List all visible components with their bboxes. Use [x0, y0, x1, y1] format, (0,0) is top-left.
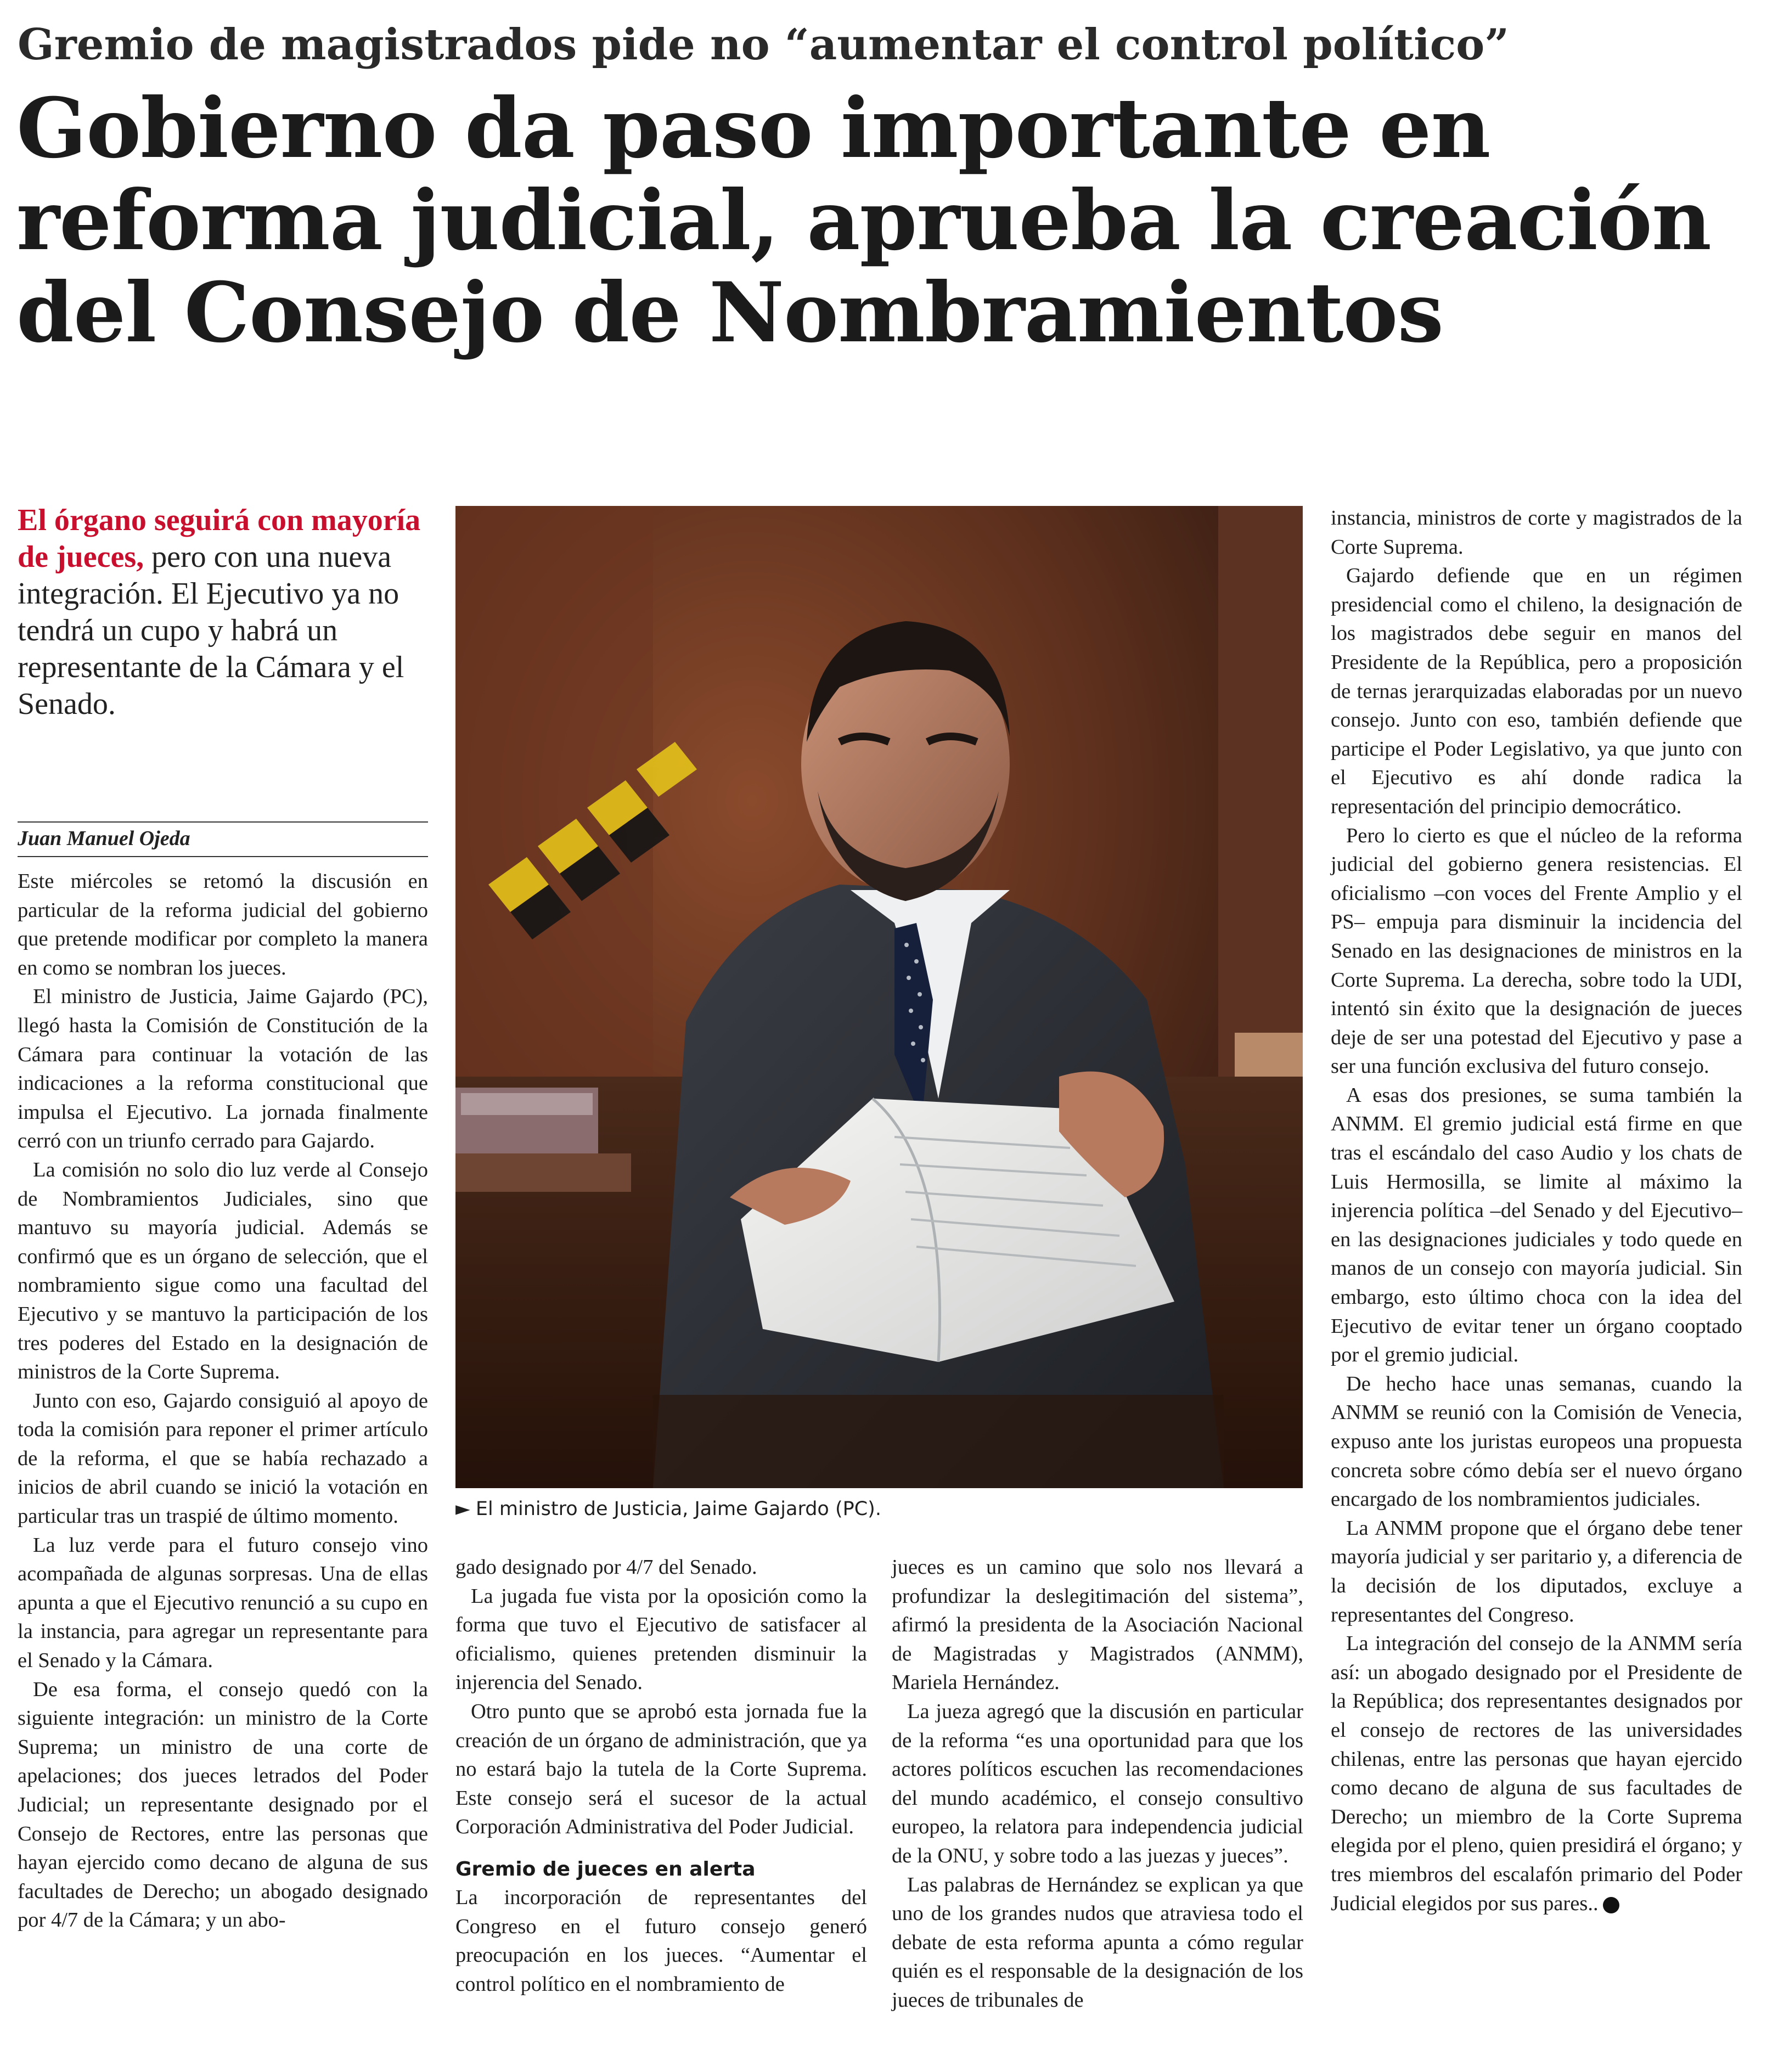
column-4 — [1331, 504, 1742, 1918]
paragraph: Las palabras de Hernández se explican ya que uno de los grandes nudos que atraviesa todo el debate de esta reforma apunta a cómo regular quién es el responsable de la designación de los jueces de tribunales de — [892, 1873, 1303, 2012]
paragraph: De esa forma, el consejo quedó con la siguiente integración: un ministro de la Corte Suprema; un ministro de una corte de apelaciones; dos jueces letrados del Poder Judicial; un representante designado por el Consejo de Rectores, entre las personas que hayan ejercido como decano de alguna de sus facultades de Derecho; un abogado designado por 4/7 de la Cámara; y un abo- — [18, 1677, 428, 1932]
end-of-article-dot-icon — [1603, 1897, 1619, 1913]
article-kicker: Gremio de magistrados pide no “aumentar el control político” — [18, 20, 1510, 70]
paragraph: Junto con eso, Gajardo consiguió al apoyo de toda la comisión para reponer el primer artículo de la reforma, el que se había rechazado a inicios de abril cuando se inició la votación en particular tras un traspié de último momento. — [18, 1389, 428, 1528]
byline-bottom-rule — [18, 856, 428, 857]
article-photo — [455, 506, 1303, 1488]
paragraph: instancia, ministros de corte y magistrados de la Corte Suprema. — [1331, 506, 1742, 559]
headline-line: del Consejo de Nombramientos — [16, 264, 1443, 361]
paragraph: Este miércoles se retomó la discusión en particular de la reforma judicial del gobierno que pretende modificar por completo la manera en como se nombran los jueces. — [18, 870, 428, 979]
paragraph: De hecho hace unas semanas, cuando la ANMM se reunió con la Comisión de Venecia, expuso ante los juristas europeos una propuesta concreta sobre cómo debía ser el nuevo órgano encargado de los nombramientos judiciales. — [1331, 1372, 1742, 1511]
paragraph: jueces es un camino que solo nos llevará a profundizar la deslegitimación del sistema”, afirmó la presidenta de la Asociación Nacional de Magistradas y Magistrados (ANMM), Mariela Hernández. — [892, 1556, 1303, 1694]
section-subhead: Gremio de jueces en alerta — [455, 1857, 756, 1880]
column-2 — [455, 1553, 867, 1998]
paragraph: La jugada fue vista por la oposición como la forma que tuvo el Ejecutivo de satisfacer al oficialismo, quienes pretenden disminuir la injerencia del Senado. — [455, 1584, 867, 1694]
byline: Juan Manuel Ojeda — [18, 827, 190, 850]
column-3 — [892, 1553, 1303, 2015]
headline-line: reforma judicial, aprueba la creación — [16, 172, 1712, 269]
paragraph: A esas dos presiones, se suma también la ANMM. El gremio judicial está firme en que tras el escándalo del caso Audio y los chats de Luis Hermosilla, se limite al máximo la injerencia política –del Senado y del Ejecutivo– en las designaciones judiciales y todo quede en manos de un consejo con mayoría judicial. Sin embargo, esto último choca con la idea del Ejecutivo de evitar tener un órgano cooptado por el gremio judicial. — [1331, 1083, 1742, 1367]
photo-caption — [455, 1496, 1303, 1522]
byline-top-rule — [18, 821, 428, 823]
minister-photo-illustration — [455, 506, 1303, 1488]
paragraph: Pero lo cierto es que el núcleo de la reforma judicial del gobierno genera resistencias. El oficialismo –con voces del Frente Amplio y el PS– empuja para disminuir la incidencia del Senado en las designaciones de ministros en la Corte Suprema. La derecha, sobre todo la UDI, intentó sin éxito que la designación de jueces deje de ser una potestad del Ejecutivo y pase a ser una función exclusiva del futuro consejo. — [1331, 824, 1742, 1078]
headline-line: Gobierno da paso importante en — [16, 80, 1490, 177]
article-headline — [16, 82, 1751, 359]
paragraph: Gajardo defiende que en un régimen presidencial como el chileno, la designación de los magistrados debe seguir en manos del Presidente de la República, pero a proposición de ternas jerarquizadas elaboradas por un nuevo consejo. Junto con eso, también defiende que participe el Poder Legislativo, ya que junto con el Ejecutivo es ahí donde radica la representación del principio democrático. — [1331, 564, 1742, 818]
deck-highlight: El órgano seguirá con mayoría de jueces, — [18, 503, 421, 574]
paragraph: gado designado por 4/7 del Senado. — [455, 1556, 757, 1579]
paragraph-text: La integración del consejo de la ANMM sería así: un abogado designado por el Presidente de la República; dos representantes designados por el consejo de rectores de las universidades chilenas, entre las personas que hayan ejercido como decano de alguna de sus facultades de Derecho; un miembro de la Corte Suprema elegida por el pleno, quien presidirá el órgano; y tres miembros del escalafón primario del Poder Judicial elegidos por sus pares.. — [1331, 1632, 1742, 1915]
paragraph: La ANMM propone que el órgano debe tener mayoría judicial y ser paritario y, a diferencia de la decisión de los diputados, excluye a representantes del Congreso. — [1331, 1516, 1742, 1626]
paragraph: La jueza agregó que la discusión en particular de la reforma “es una oportunidad para que los actores políticos escuchen las recomendaciones del mundo académico, el consejo consultivo europeo, la relatora para independencia judicial de la ONU, y sobre todo a las juezas y jueces”. — [892, 1699, 1303, 1867]
caption-arrow-icon: ► — [455, 1498, 470, 1520]
deck-text: pero con una nueva integración. El Ejecutivo ya no tendrá un cupo y habrá un representante de la Cámara y el Senado. — [18, 540, 404, 721]
paragraph: El ministro de Justicia, Jaime Gajardo (PC), llegó hasta la Comisión de Constitución de la Cámara para continuar la votación de las indicaciones a la reforma constitucional que impulsa el Ejecutivo. La jornada finalmente cerró con un triunfo cerrado para Gajardo. — [18, 985, 428, 1153]
caption-text: El ministro de Justicia, Jaime Gajardo (PC). — [475, 1498, 881, 1520]
article-deck — [18, 502, 435, 723]
paragraph: La incorporación de representantes del Congreso en el futuro consejo generó preocupación en los jueces. “Aumentar el control político en el nombramiento de — [455, 1885, 867, 1996]
paragraph: La luz verde para el futuro consejo vino acompañada de algunas sorpresas. Una de ellas apunta a que el Ejecutivo renunció a su cupo en la instancia, para agregar un representante para el Senado y la Cámara. — [18, 1533, 428, 1673]
paragraph: La comisión no solo dio luz verde al Consejo de Nombramientos Judiciales, sino que mantuvo su mayoría judicial. Además se confirmó que es un órgano de selección, que el nombramiento sigue como una facultad del Ejecutivo y se mantuvo la participación de los tres poderes del Estado en la designación de ministros de la Corte Suprema. — [18, 1158, 428, 1384]
paragraph — [1331, 1629, 1742, 1918]
paragraph: Otro punto que se aprobó esta jornada fue la creación de un órgano de administración, que ya no estará bajo la tutela de la Corte Suprema. Este consejo será el sucesor de la actual Corporación Administrativa del Poder Judicial. — [455, 1699, 867, 1839]
column-1 — [18, 867, 428, 1935]
